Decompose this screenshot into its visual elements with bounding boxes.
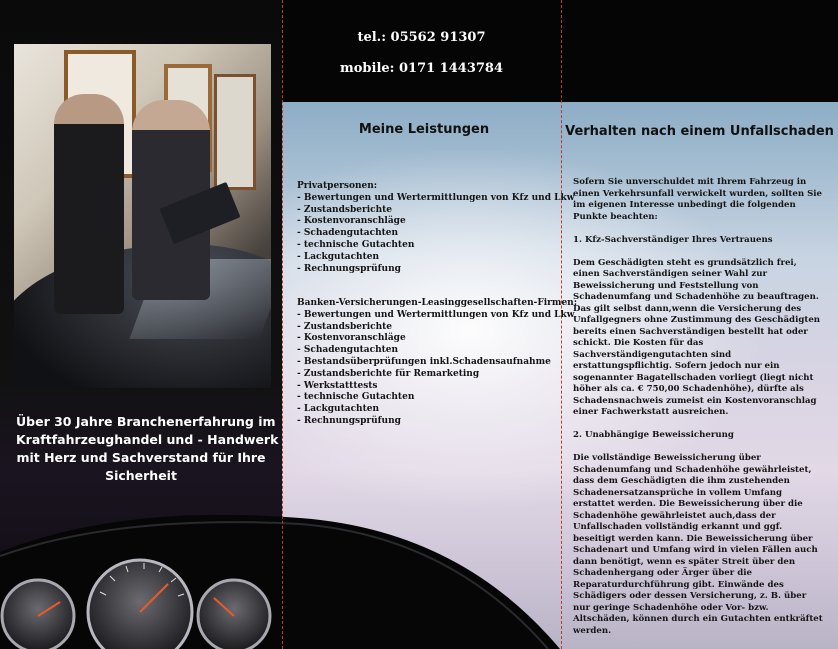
- business-services-title: Banken-Versicherungen-Leasinggesellschaften-Firmen:: [297, 298, 578, 308]
- private-services-list: [297, 181, 575, 275]
- intro-paragraph: Sofern Sie unverschuldet mit Ihrem Fahrzeug in einen Verkehrsunfall verwickelt wurden, sollten Sie im eigenen Interesse unbedingt die folgenden Punkte beachten:: [573, 177, 823, 222]
- list-item: - Bewertungen und Wertermittlungen von Kfz und Lkw: [297, 192, 575, 203]
- phone-number: tel.: 05562 91307: [357, 30, 486, 45]
- business-services-list: [297, 298, 578, 428]
- list-item: - Bewertungen und Wertermittlungen von Kfz und Lkw: [297, 309, 575, 320]
- list-item: - Zustandsberichte: [297, 321, 393, 332]
- services-heading: Meine Leistungen: [358, 122, 490, 137]
- mobile-number: mobile: 0171 1443784: [339, 61, 503, 76]
- list-item: - Zustandsberichte für Remarketing: [297, 368, 480, 379]
- experience-tagline: [16, 413, 279, 485]
- list-item: - Werkstatttests: [297, 380, 378, 391]
- tagline-line: mit Herz und Sachverstand für Ihre: [16, 450, 266, 465]
- accident-advice-heading: Verhalten nach einem Unfallschaden: [565, 124, 834, 139]
- list-item: - Kostenvoranschläge: [297, 216, 406, 227]
- section-heading: 2. Unabhängige Beweissicherung: [573, 430, 734, 440]
- list-item: - Lackgutachten: [297, 404, 380, 415]
- list-item: - Lackgutachten: [297, 251, 380, 262]
- list-item: - Bestandsüberprüfungen inkl.Schadensaufnahme: [297, 356, 551, 367]
- tagline-line: Sicherheit: [105, 468, 177, 483]
- section-heading: 1. Kfz-Sachverständiger Ihres Vertrauens: [573, 234, 773, 245]
- list-item: - technische Gutachten: [297, 392, 415, 403]
- accident-advice-text: [573, 177, 825, 649]
- private-services-title: Privatpersonen:: [297, 181, 378, 191]
- list-item: - Kostenvoranschläge: [297, 333, 406, 344]
- list-item: - Zustandsberichte: [297, 204, 393, 215]
- body-paragraph: Die vollständige Beweissicherung über Schadenumfang und Schadenhöhe gewährleistet, dass dem Geschädigten die ihm zustehenden Schadenersatzansprüche in vollem Umfang erstattet werden. Die Beweissicherung über die Schadenhöhe gewährleistet auch,dass der Unfallschaden vollständig erkannt und ggf. beseitigt werden kann. Die Beweissicherung über Schadenart und Umfang wird in vielen Fällen auch dann benötigt, wenn es später Streit über den Schadenhergang oder Ärger über die Reparaturdurchführung gibt. Einwände des Schädigers oder dessen Versicherung, z. B. über nur geringe Schadenhöhe oder Vor- bzw. Altschäden, können durch ein Gutachten entkräftet werden.: [573, 453, 823, 636]
- consultation-photo: [14, 44, 271, 388]
- fold-line: [282, 0, 283, 649]
- dashboard-gauges-graphic: [0, 512, 560, 649]
- tagline-line: Kraftfahrzeughandel und - Handwerk: [16, 432, 279, 447]
- list-item: - Rechnungsprüfung: [297, 415, 401, 426]
- list-item: - Schadengutachten: [297, 345, 399, 356]
- list-item: - technische Gutachten: [297, 239, 415, 250]
- body-paragraph: Dem Geschädigten steht es grundsätzlich frei, einen Sachverständigen seiner Wahl zur Beweissicherung und Feststellung von Schadenumfang und Schadenhöhe zu beauftragen. Das gilt selbst dann,wenn die Versicherung des Unfallgegners ohne Zustimmung des Geschädigten bereits einen Sachverständigen bestellt hat oder schickt. Die Kosten für das Sachverständigengutachten sind erstattungspflichtig. Sofern jedoch nur ein sogenannter Bagatellschaden vorliegt (liegt nicht höher als ca. € 750,00 Schadenhöhe), dürfte als Schadensnachweis zumeist ein Kostenvoranschlag einer Fachwerkstatt ausreichen.: [573, 257, 821, 417]
- fold-line: [561, 0, 562, 649]
- list-item: - Schadengutachten: [297, 228, 399, 239]
- tagline-line: Über 30 Jahre Branchenerfahrung im: [16, 414, 276, 429]
- list-item: - Rechnungsprüfung: [297, 263, 401, 274]
